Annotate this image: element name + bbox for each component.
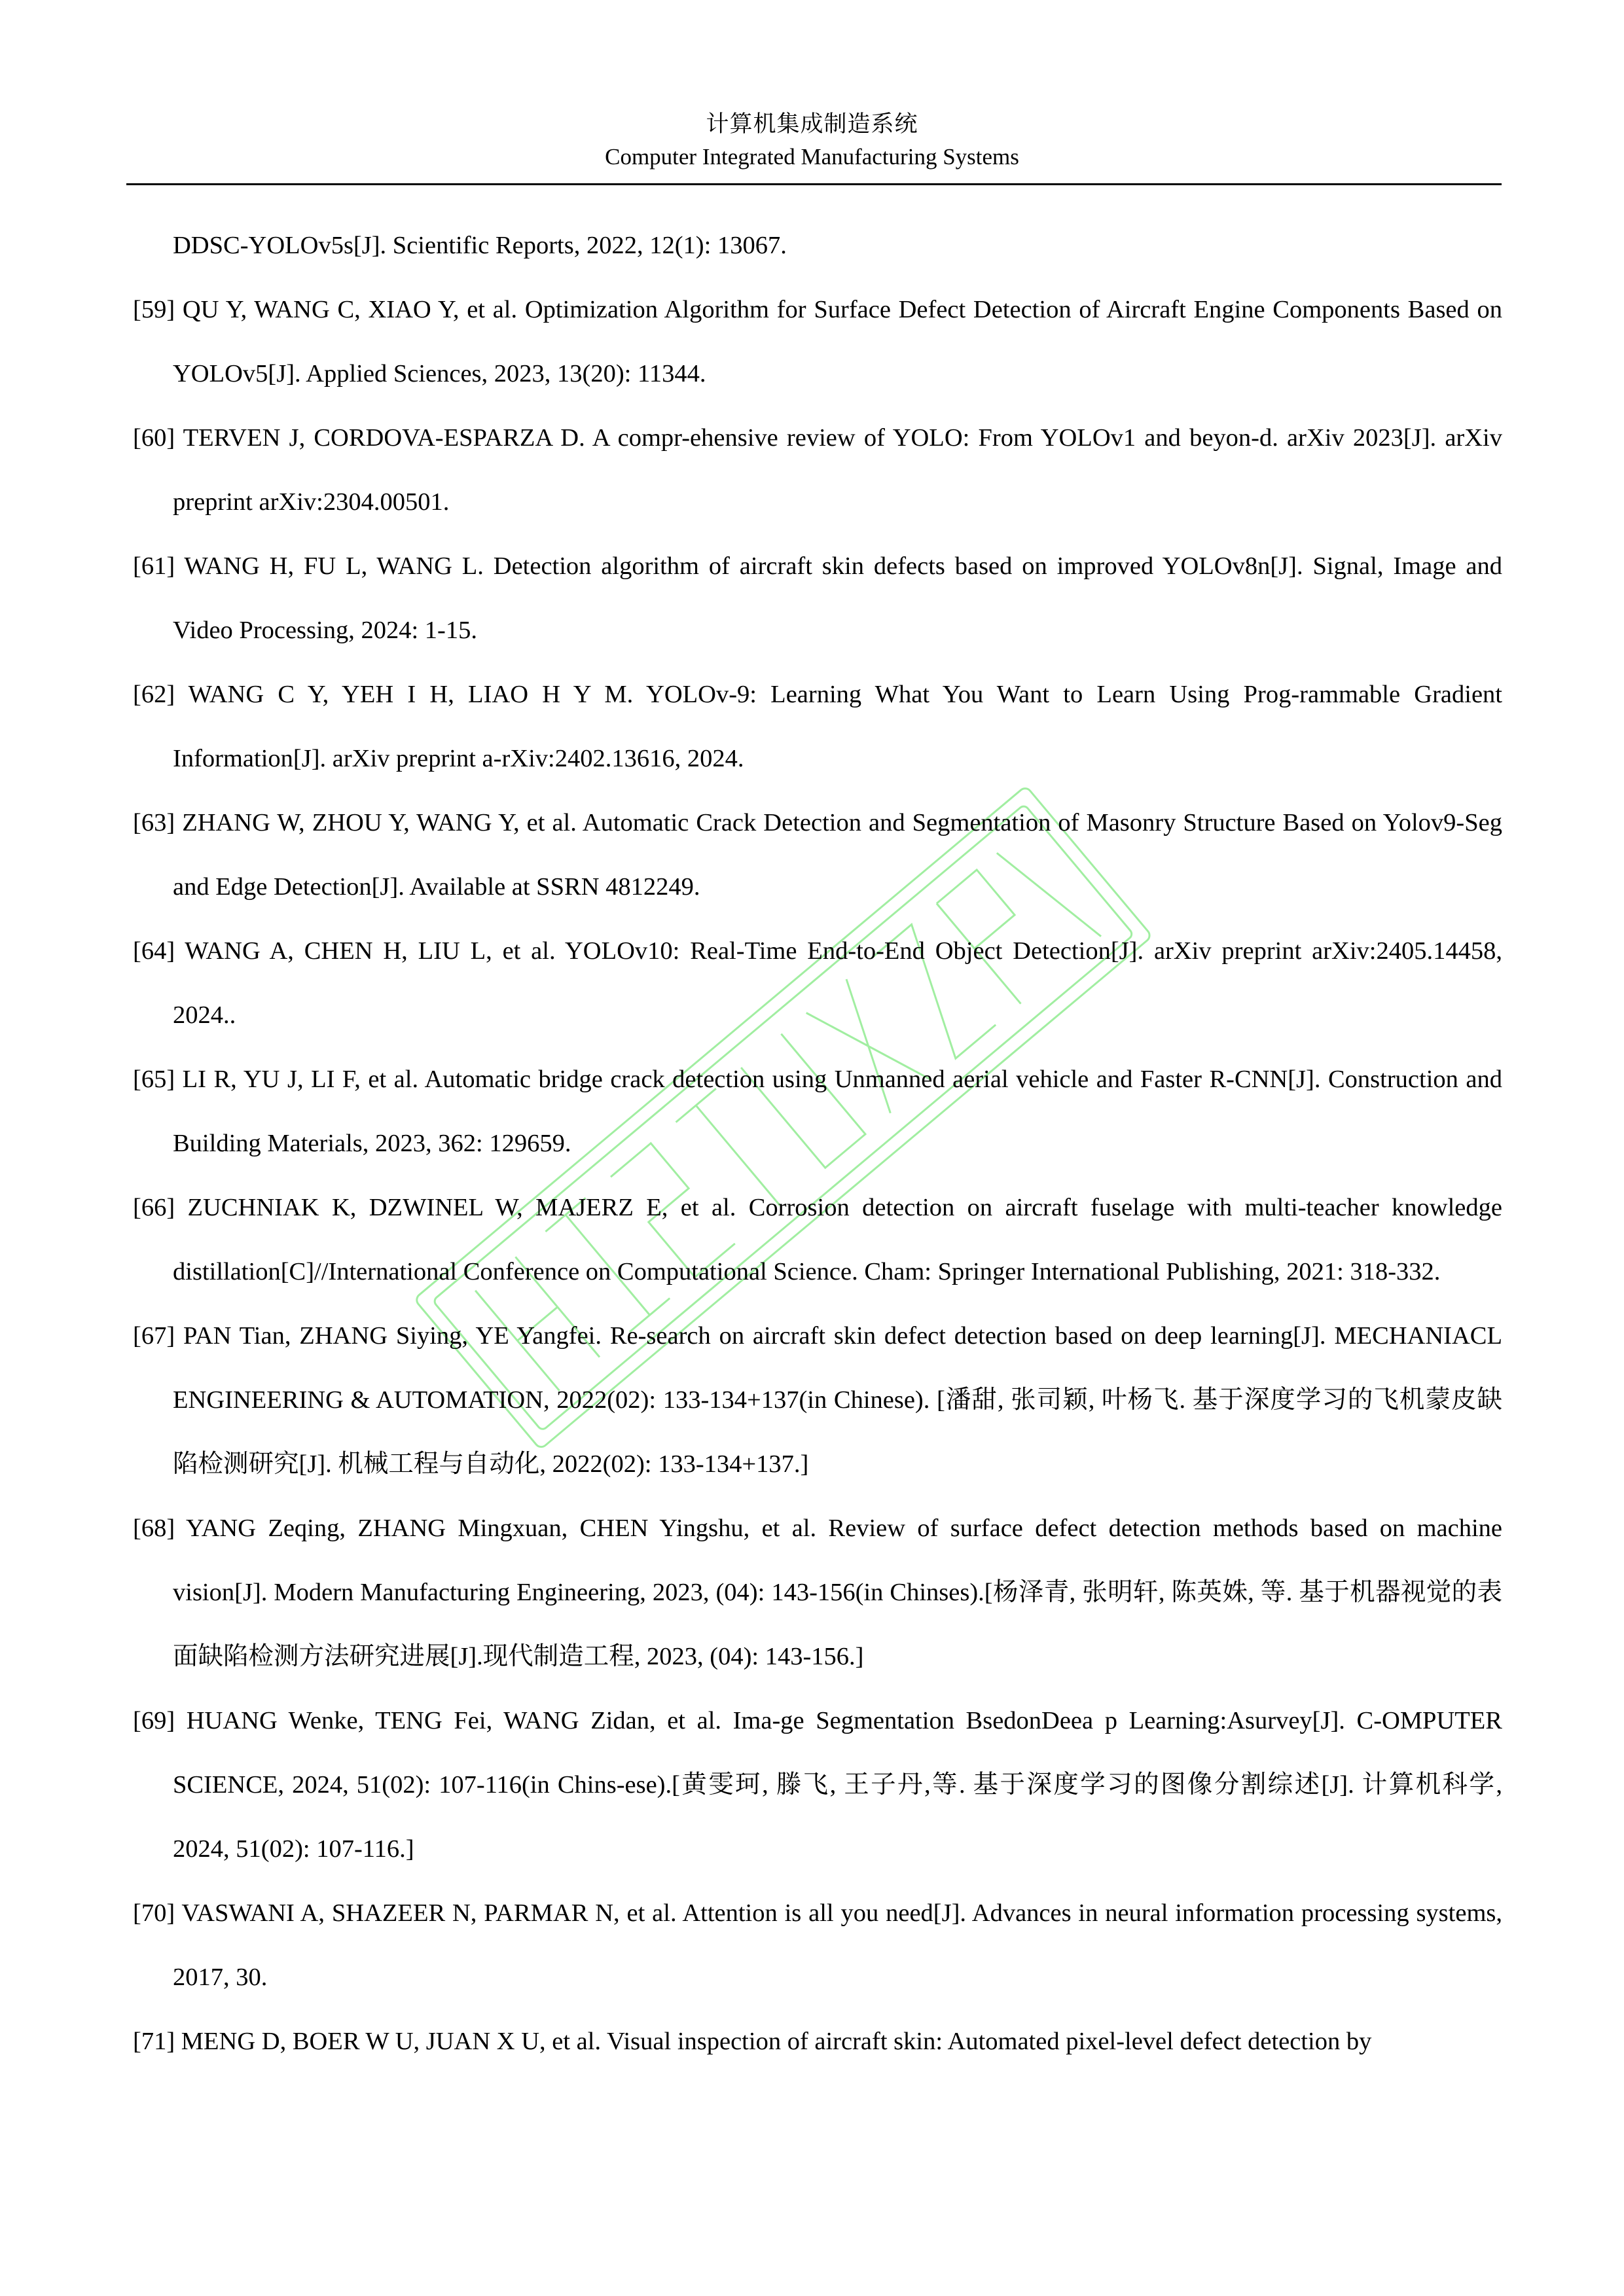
reference-text: WANG H, FU L, WANG L. Detection algorithm of aircraft skin defects based on improved YOLOv8n[J]. Signal, Image and Video Processing, 2024: 1-15.: [173, 552, 1502, 644]
reference-list: [133, 213, 1502, 2073]
reference-entry: [133, 662, 1502, 791]
reference-entry: [133, 213, 1502, 278]
reference-text: WANG A, CHEN H, LIU L, et al. YOLOv10: Real-Time End-to-End Object Detection[J]. arXiv preprint arXiv:2405.14458, 2024..: [173, 937, 1502, 1029]
reference-number: [68]: [133, 1515, 187, 1542]
reference-entry: [133, 2009, 1502, 2073]
header-divider: [126, 183, 1502, 185]
reference-number: [70]: [133, 1899, 182, 1927]
reference-number: [63]: [133, 809, 183, 836]
reference-text: MENG D, BOER W U, JUAN X U, et al. Visual inspection of aircraft skin: Automated pixel-level defect detection by: [181, 2028, 1372, 2055]
reference-entry: [133, 406, 1502, 534]
reference-entry: [133, 1881, 1502, 2009]
journal-title-english: Computer Integrated Manufacturing Systems: [605, 144, 1019, 170]
reference-text: QU Y, WANG C, XIAO Y, et al. Optimization Algorithm for Surface Defect Detection of Aircraft Engine Components Based on YOLOv5[J]. Applied Sciences, 2023, 13(20): 11344.: [173, 296, 1502, 387]
reference-number: [59]: [133, 296, 183, 323]
reference-number: [64]: [133, 937, 185, 965]
reference-entry: [133, 534, 1502, 662]
reference-entry: [133, 1047, 1502, 1175]
reference-text: TERVEN J, CORDOVA-ESPARZA D. A compr-ehensive review of YOLO: From YOLOv1 and beyon-d. arXiv 2023[J]. arXiv preprint arXiv:2304.00501.: [173, 424, 1502, 516]
reference-number: [69]: [133, 1707, 187, 1734]
journal-title-chinese: 计算机集成制造系统: [706, 111, 918, 137]
reference-number: [65]: [133, 1066, 183, 1093]
reference-text: DDSC-YOLOv5s[J]. Scientific Reports, 2022, 12(1): 13067.: [173, 232, 787, 259]
reference-text: LI R, YU J, LI F, et al. Automatic bridge crack detection using Unmanned aerial vehicle and Faster R-CNN[J]. Construction and Building Materials, 2023, 362: 129659.: [173, 1066, 1502, 1157]
reference-text: WANG C Y, YEH I H, LIAO H Y M. YOLOv-9: Learning What You Want to Learn Using Prog-rammable Gradient Information[J]. arXiv preprint a-rXiv:2402.13616, 2024.: [173, 681, 1502, 772]
reference-number: [60]: [133, 424, 183, 452]
reference-number: [71]: [133, 2028, 181, 2055]
reference-entry: [133, 919, 1502, 1047]
reference-entry: [133, 1175, 1502, 1304]
reference-entry: [133, 791, 1502, 919]
reference-entry: [133, 1689, 1502, 1881]
reference-text: PAN Tian, ZHANG Siying, YE Yangfei. Re-search on aircraft skin defect detection based on deep learning[J]. MECHANIACL ENGINEERING & AUTOMATION, 2022(02): 133-134+137(in Chinese). [潘甜, 张司颖, 叶杨飞. 基于深度学习的飞机蒙皮缺陷检测研究[J]. 机械工程与自动化, 2022(02): 133-134+137.]: [173, 1322, 1502, 1478]
reference-text: VASWANI A, SHAZEER N, PARMAR N, et al. Attention is all you need[J]. Advances in neural information processing systems, 2017, 30.: [173, 1899, 1502, 1991]
reference-number: [61]: [133, 552, 185, 580]
reference-text: HUANG Wenke, TENG Fei, WANG Zidan, et al. Ima-ge Segmentation BsedonDeea p Learning:Asurvey[J]. C-OMPUTER SCIENCE, 2024, 51(02): 107-116(in Chins-ese).[黄雯珂, 滕飞, 王子丹,等. 基于深度学习的图像分割综述[J]. 计算机科学, 2024, 51(02): 107-116.]: [173, 1707, 1502, 1863]
reference-text: ZUCHNIAK K, DZWINEL W, MAJERZ E, et al. Corrosion detection on aircraft fuselage with multi-teacher knowledge distillation[C]//International Conference on Computational Science. Cham: Springer International Publishing, 2021: 318-332.: [173, 1194, 1502, 1285]
reference-entry: [133, 278, 1502, 406]
reference-number: [66]: [133, 1194, 188, 1221]
reference-number: [62]: [133, 681, 189, 708]
reference-text: ZHANG W, ZHOU Y, WANG Y, et al. Automatic Crack Detection and Segmentation of Masonry Structure Based on Yolov9-Seg and Edge Detection[J]. Available at SSRN 4812249.: [173, 809, 1502, 901]
reference-text: YANG Zeqing, ZHANG Mingxuan, CHEN Yingshu, et al. Review of surface defect detection methods based on machine vision[J]. Modern Manufacturing Engineering, 2023, (04): 143-156(in Chinses).[杨泽青, 张明轩, 陈英姝, 等. 基于机器视觉的表面缺陷检测方法研究进展[J].现代制造工程, 2023, (04): 143-156.]: [173, 1515, 1503, 1670]
reference-entry: [133, 1304, 1502, 1496]
reference-number: [67]: [133, 1322, 183, 1350]
reference-entry: [133, 1496, 1502, 1689]
